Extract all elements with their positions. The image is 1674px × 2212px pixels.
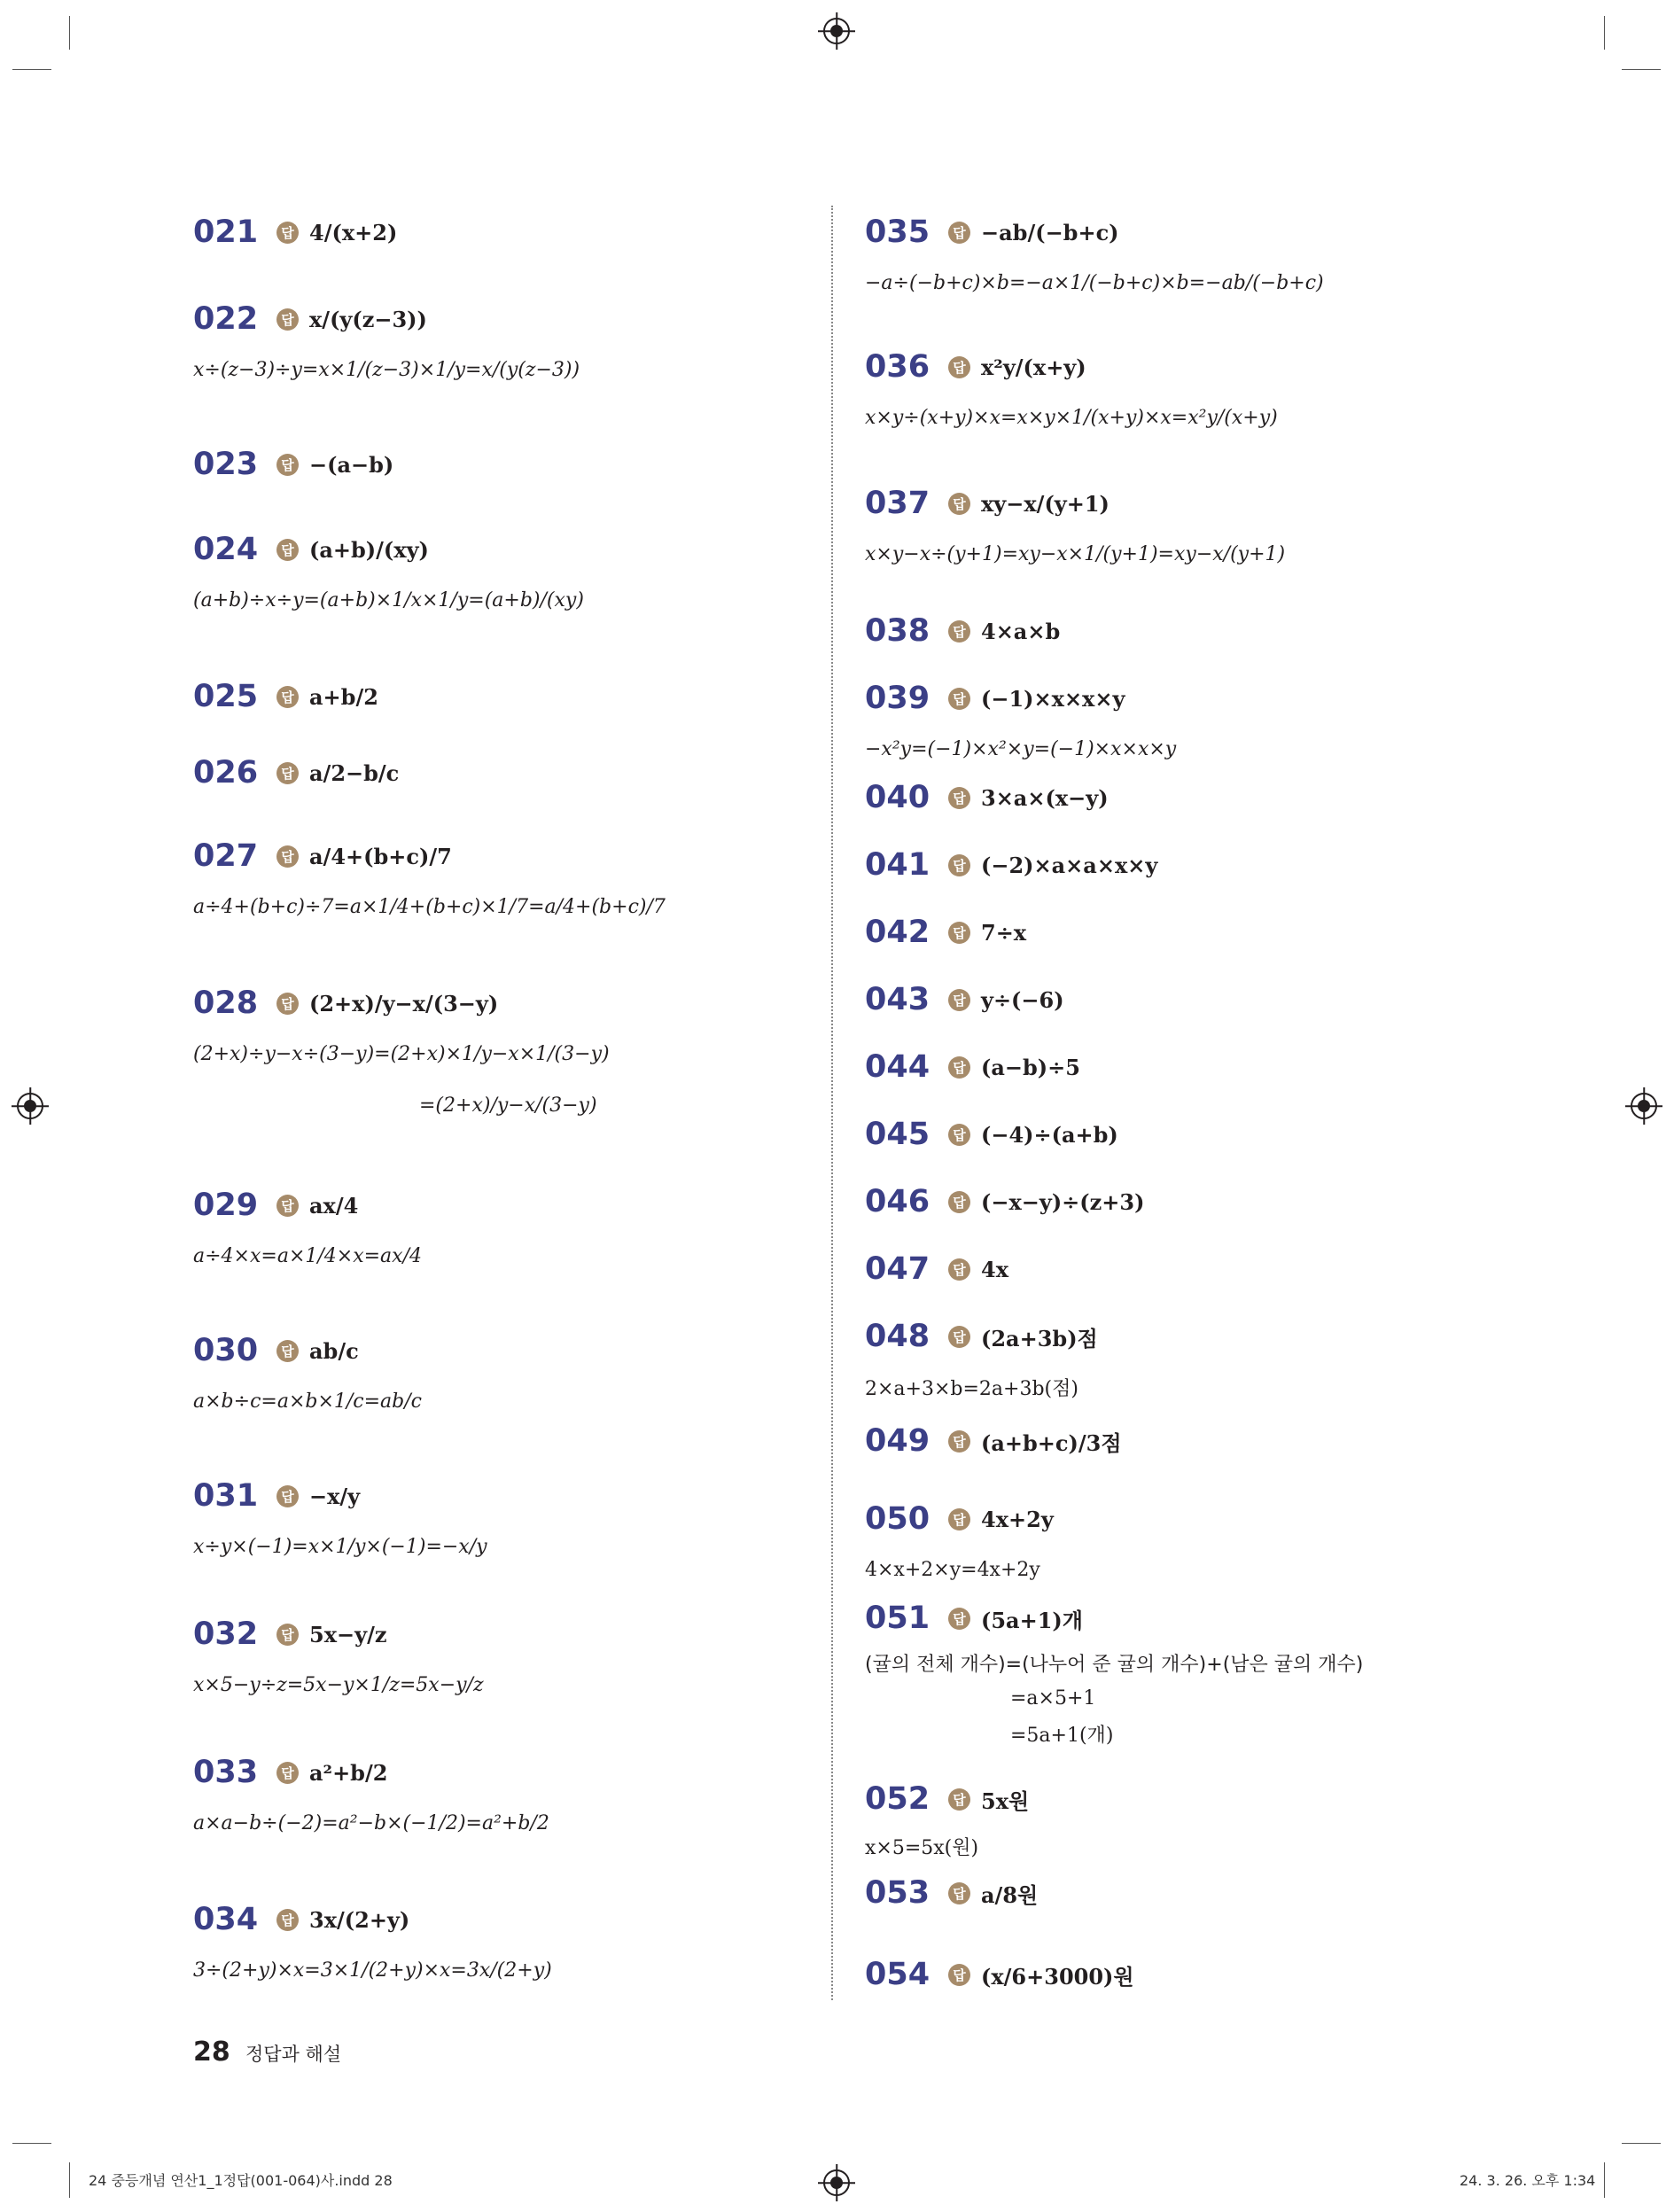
- solution-line: x÷(z−3)÷y=x×1/(z−3)×1/y=x/(y(z−3)): [193, 358, 580, 381]
- answer-text: ab/c: [309, 1337, 359, 1364]
- crop-mark: [1622, 2143, 1661, 2144]
- answer-text: (2a+3b)점: [981, 1325, 1098, 1351]
- answer-text: a²+b/2: [309, 1759, 388, 1786]
- solution-line: a÷4+(b+c)÷7=a×1/4+(b+c)×1/7=a/4+(b+c)/7: [193, 895, 666, 918]
- answer-text: 3×a×(x−y): [981, 784, 1109, 811]
- solution-line: a÷4×x=a×1/4×x=ax/4: [193, 1244, 422, 1267]
- answer-badge-icon: 답: [948, 356, 970, 378]
- solution-line: (귤의 전체 개수)=(나누어 준 귤의 개수)+(남은 귤의 개수): [865, 1653, 1364, 1676]
- page-number: 28: [193, 2037, 230, 2068]
- answer-badge-icon: 답: [276, 993, 299, 1015]
- registration-mark-icon: [1631, 1093, 1657, 1119]
- answer-text: xy−x/(y+1): [981, 490, 1110, 517]
- answer-badge-icon: 답: [948, 1124, 970, 1146]
- answer-entry: [865, 771, 1109, 824]
- answer-entry: [865, 1242, 1008, 1296]
- crop-mark: [1604, 2162, 1605, 2198]
- answer-text: 4/(x+2): [309, 219, 398, 245]
- answer-entry: [193, 523, 584, 620]
- crop-mark: [12, 2143, 51, 2144]
- answer-badge-icon: 답: [276, 762, 299, 784]
- registration-mark-icon: [823, 2169, 850, 2196]
- answer-entry: [865, 1772, 1029, 1866]
- solution-line: (2+x)÷y−x÷(3−y)=(2+x)×1/y−x×1/(3−y): [193, 1042, 610, 1065]
- problem-number: 028: [193, 985, 259, 1021]
- answer-badge-icon: 답: [948, 989, 970, 1011]
- answer-badge-icon: 답: [948, 493, 970, 515]
- answer-badge-icon: 답: [948, 1191, 970, 1213]
- solution-line: =(2+x)/y−x/(3−y): [419, 1094, 597, 1117]
- answer-entry: [865, 477, 1285, 574]
- answer-badge-icon: 답: [276, 222, 299, 244]
- registration-mark-icon: [17, 1093, 43, 1119]
- answer-entry: [193, 1179, 422, 1276]
- print-slug-date: 24. 3. 26. 오후 1:34: [1460, 2172, 1596, 2189]
- answer-text: 5x−y/z: [309, 1621, 387, 1647]
- answer-text: (−1)×x×x×y: [981, 685, 1125, 712]
- answer-text: (5a+1)개: [981, 1607, 1083, 1633]
- answer-text: 7÷x: [981, 919, 1027, 946]
- answer-text: (a−b)÷5: [981, 1054, 1080, 1080]
- answer-text: ax/4: [309, 1192, 359, 1219]
- solution-line: x×5−y÷z=5x−y×1/z=5x−y/z: [193, 1673, 484, 1696]
- answer-badge-icon: 답: [276, 1909, 299, 1931]
- section-label: 정답과 해설: [245, 2044, 342, 2065]
- answer-text: (−4)÷(a+b): [981, 1121, 1118, 1148]
- answer-entry: [193, 830, 666, 927]
- answer-text: 4x+2y: [981, 1506, 1054, 1532]
- answer-text: 4×a×b: [981, 618, 1061, 644]
- problem-number: 030: [193, 1333, 259, 1368]
- answer-badge-icon: 답: [948, 1882, 970, 1904]
- problem-number: 033: [193, 1755, 259, 1790]
- answer-entry: [193, 1324, 422, 1421]
- answer-entry: [193, 1893, 552, 1990]
- problem-number: 026: [193, 755, 259, 791]
- problem-number: 032: [193, 1616, 259, 1652]
- problem-number: 023: [193, 447, 259, 482]
- answer-text: a/4+(b+c)/7: [309, 843, 452, 869]
- problem-number: 037: [865, 486, 930, 521]
- solution-line: =a×5+1: [1010, 1686, 1096, 1710]
- problem-number: 036: [865, 349, 930, 385]
- answer-badge-icon: 답: [276, 686, 299, 708]
- problem-number: 027: [193, 838, 259, 874]
- answer-entry: [865, 1592, 1363, 1751]
- problem-number: 041: [865, 847, 930, 883]
- answer-badge-icon: 답: [948, 1258, 970, 1281]
- answer-entry: [193, 977, 610, 1125]
- answer-entry: [193, 746, 399, 799]
- solution-line: x×5=5x(원): [865, 1836, 979, 1859]
- answer-entry: [865, 906, 1026, 959]
- registration-mark-icon: [823, 18, 850, 44]
- problem-number: 029: [193, 1188, 259, 1223]
- answer-badge-icon: 답: [948, 1788, 970, 1811]
- problem-number: 035: [865, 214, 930, 250]
- answer-entry: [193, 1608, 484, 1705]
- answer-entry: [865, 1175, 1144, 1228]
- answer-entry: [865, 1040, 1080, 1094]
- answer-entry: [865, 672, 1176, 769]
- solution-line: x÷y×(−1)=x×1/y×(−1)=−x/y: [193, 1535, 487, 1558]
- answer-text: (a+b)/(xy): [309, 536, 429, 563]
- crop-mark: [69, 2162, 70, 2198]
- answer-text: y÷(−6): [981, 986, 1064, 1013]
- problem-number: 040: [865, 780, 930, 815]
- answer-badge-icon: 답: [276, 539, 299, 561]
- solution-line: (a+b)÷x÷y=(a+b)×1/x×1/y=(a+b)/(xy): [193, 588, 584, 611]
- answer-badge-icon: 답: [276, 1762, 299, 1784]
- answer-badge-icon: 답: [948, 787, 970, 809]
- answer-entry: [865, 1492, 1054, 1590]
- problem-number: 044: [865, 1049, 930, 1085]
- answer-entry: [193, 1746, 549, 1843]
- answer-badge-icon: 답: [948, 1056, 970, 1079]
- solution-line: a×a−b÷(−2)=a²−b×(−1/2)=a²+b/2: [193, 1811, 549, 1834]
- answer-badge-icon: 답: [948, 1430, 970, 1453]
- solution-line: −a÷(−b+c)×b=−a×1/(−b+c)×b=−ab/(−b+c): [865, 271, 1324, 294]
- answer-badge-icon: 답: [948, 620, 970, 643]
- problem-number: 024: [193, 532, 259, 567]
- problem-number: 054: [865, 1957, 930, 1992]
- answer-badge-icon: 답: [948, 922, 970, 944]
- answer-entry: [193, 670, 378, 723]
- crop-mark: [69, 16, 70, 50]
- solution-line: x×y÷(x+y)×x=x×y×1/(x+y)×x=x²y/(x+y): [865, 406, 1278, 429]
- problem-number: 049: [865, 1423, 930, 1459]
- answer-text: x/(y(z−3)): [309, 306, 427, 332]
- answer-badge-icon: 답: [948, 688, 970, 710]
- answer-text: (x/6+3000)원: [981, 1963, 1134, 1990]
- solution-line: −x²y=(−1)×x²×y=(−1)×x×x×y: [865, 737, 1177, 760]
- answer-text: (2+x)/y−x/(3−y): [309, 990, 499, 1016]
- answer-text: a/8원: [981, 1881, 1039, 1908]
- problem-number: 053: [865, 1875, 930, 1911]
- answer-badge-icon: 답: [276, 308, 299, 331]
- solution-line: =5a+1(개): [1010, 1724, 1114, 1747]
- crop-mark: [1604, 16, 1605, 50]
- crop-mark: [12, 69, 51, 70]
- answer-badge-icon: 답: [276, 1340, 299, 1362]
- answer-badge-icon: 답: [948, 1608, 970, 1630]
- problem-number: 048: [865, 1319, 930, 1354]
- answer-entry: [865, 1108, 1118, 1161]
- answer-text: 4x: [981, 1256, 1009, 1282]
- answer-entry: [865, 1948, 1134, 2001]
- problem-number: 034: [193, 1902, 259, 1937]
- answer-entry: [865, 973, 1064, 1026]
- answer-text: 3x/(2+y): [309, 1906, 410, 1933]
- problem-number: 051: [865, 1601, 930, 1636]
- answer-entry: [865, 1866, 1038, 1920]
- answer-text: −ab/(−b+c): [981, 219, 1119, 245]
- problem-number: 039: [865, 681, 930, 716]
- answer-entry: [865, 604, 1060, 658]
- problem-number: 043: [865, 982, 930, 1017]
- answer-entry: [193, 206, 397, 259]
- answer-entry: [865, 1414, 1122, 1468]
- solution-line: 2×a+3×b=2a+3b(점): [865, 1377, 1078, 1400]
- answer-text: (−x−y)÷(z+3): [981, 1188, 1145, 1215]
- answer-badge-icon: 답: [276, 1195, 299, 1217]
- answer-text: (−2)×a×a×x×y: [981, 852, 1158, 878]
- answer-badge-icon: 답: [948, 222, 970, 244]
- answer-entry: [193, 292, 580, 390]
- answer-badge-icon: 답: [276, 1624, 299, 1646]
- answer-entry: [865, 838, 1157, 892]
- problem-number: 047: [865, 1251, 930, 1287]
- column-divider: [831, 206, 833, 2000]
- answer-text: 5x원: [981, 1788, 1030, 1814]
- answer-entry: [865, 1310, 1098, 1407]
- problem-number: 038: [865, 613, 930, 649]
- crop-mark: [1622, 69, 1661, 70]
- problem-number: 031: [193, 1478, 259, 1514]
- solution-line: 3÷(2+y)×x=3×1/(2+y)×x=3x/(2+y): [193, 1959, 552, 1982]
- answer-text: a/2−b/c: [309, 759, 400, 786]
- problem-number: 021: [193, 214, 259, 250]
- problem-number: 022: [193, 301, 259, 337]
- answer-text: −x/y: [309, 1483, 361, 1509]
- problem-number: 025: [193, 679, 259, 714]
- solution-line: 4×x+2×y=4x+2y: [865, 1558, 1040, 1581]
- problem-number: 052: [865, 1781, 930, 1817]
- answer-text: a+b/2: [309, 683, 378, 710]
- answer-text: (a+b+c)/3점: [981, 1429, 1122, 1456]
- answer-badge-icon: 답: [948, 1964, 970, 1986]
- solution-line: x×y−x÷(y+1)=xy−x×1/(y+1)=xy−x/(y+1): [865, 542, 1286, 565]
- print-slug-file: 24 중등개념 연산1_1정답(001-064)사.indd 28: [89, 2172, 393, 2189]
- problem-number: 045: [865, 1117, 930, 1152]
- problem-number: 042: [865, 915, 930, 950]
- answer-entry: [193, 438, 393, 491]
- answer-entry: [865, 206, 1324, 303]
- answer-badge-icon: 답: [948, 854, 970, 876]
- answer-badge-icon: 답: [276, 845, 299, 868]
- answer-entry: [193, 1469, 487, 1567]
- problem-number: 046: [865, 1184, 930, 1219]
- answer-text: x²y/(x+y): [981, 354, 1086, 380]
- problem-number: 050: [865, 1501, 930, 1537]
- answer-text: −(a−b): [309, 451, 394, 478]
- answer-badge-icon: 답: [276, 1485, 299, 1507]
- answer-badge-icon: 답: [948, 1326, 970, 1348]
- answer-entry: [865, 340, 1278, 438]
- answer-badge-icon: 답: [948, 1508, 970, 1530]
- answer-badge-icon: 답: [276, 454, 299, 476]
- solution-line: a×b÷c=a×b×1/c=ab/c: [193, 1390, 422, 1413]
